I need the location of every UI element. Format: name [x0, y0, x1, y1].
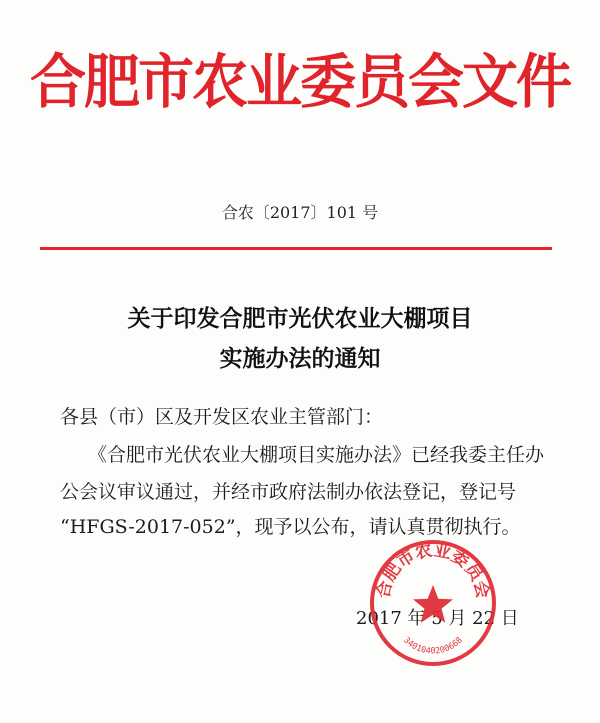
official-seal: [368, 538, 498, 668]
salutation: 各县（市）区及开发区农业主管部门：: [60, 406, 384, 428]
body-line-2: 公会议审议通过，并经市政府法制办依法登记，登记号: [60, 481, 517, 503]
header-divider: [40, 247, 552, 250]
seal-arc-text: 合肥市农业委员会: [373, 540, 493, 601]
document-title-line-1: 关于印发合肥市光伏农业大棚项目: [127, 305, 473, 332]
document-title-line-2: 实施办法的通知: [219, 345, 381, 372]
seal-code: 3401040200668: [401, 635, 465, 657]
star-icon: [413, 585, 453, 623]
issue-date: 2017 年 5 月 22 日: [356, 608, 519, 629]
body-line-3: “HFGS-2017-052”，现予以公布，请认真贯彻执行。: [60, 516, 521, 538]
document-number: 合农〔2017〕101 号: [221, 203, 379, 222]
document-masthead: 合肥市农业委员会文件: [30, 47, 570, 117]
body-line-1: 《合肥市光伏农业大棚项目实施办法》已经我委主任办: [88, 444, 545, 466]
seal-graphic: [368, 538, 498, 668]
